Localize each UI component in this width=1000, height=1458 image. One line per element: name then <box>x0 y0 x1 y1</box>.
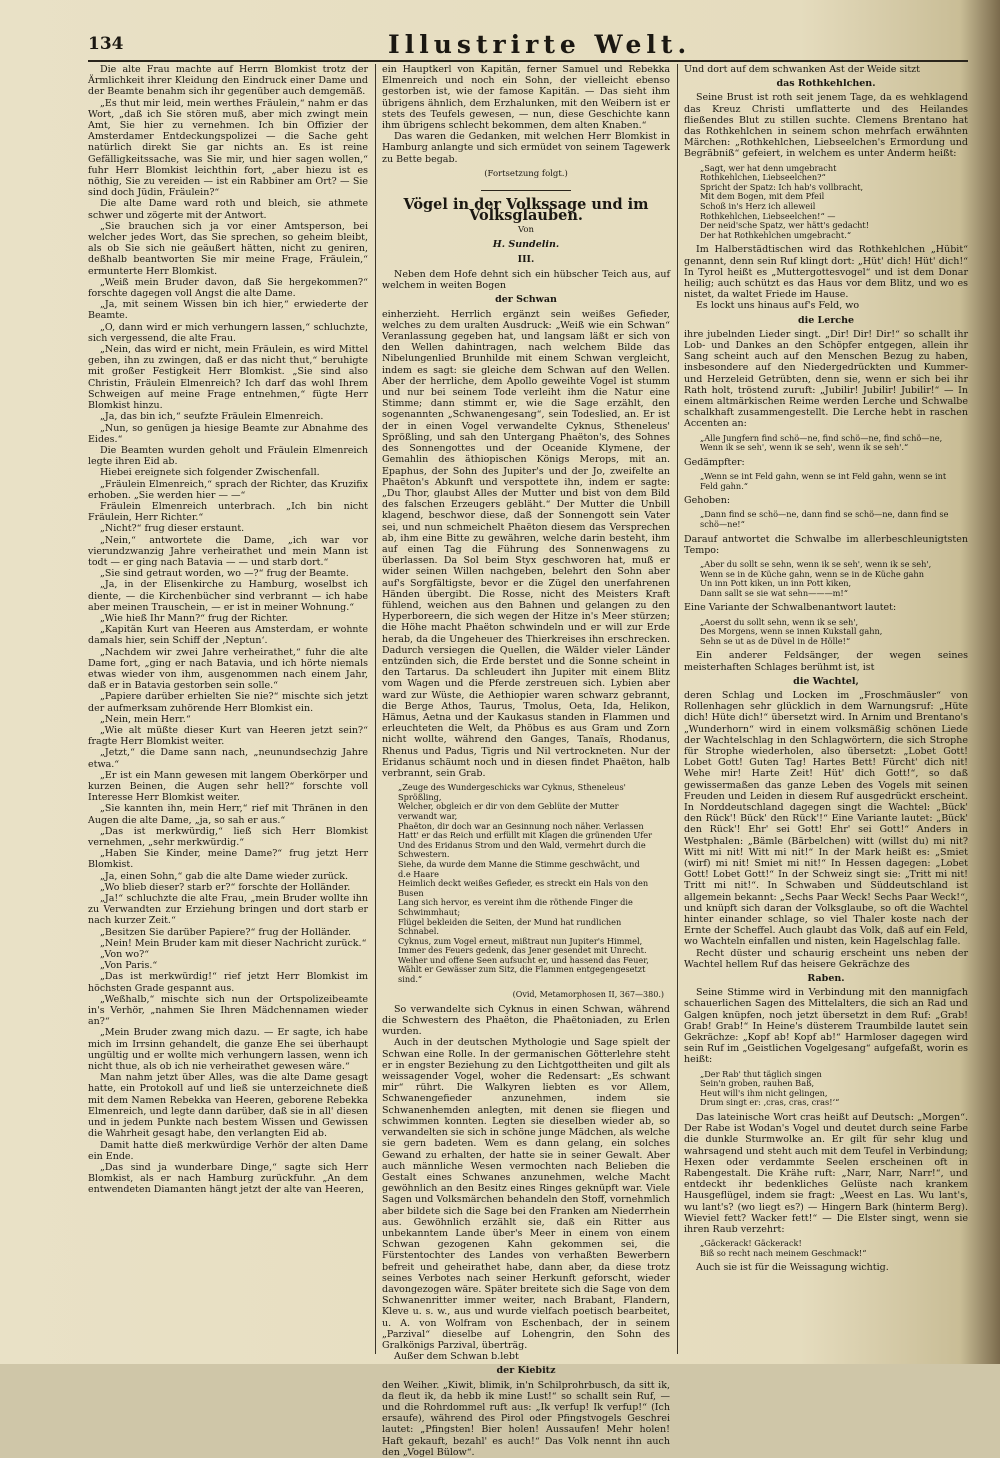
poem-line: Drum singt er: ‚cras, cras, cras!‘“ <box>700 1097 840 1108</box>
paragraph: deren Schlag und Locken im „Froschmäusler“ von Rollenhagen sehr glücklich in dem Warnungsruf: „Hüte dich! Hüte dich!“ übersetzt wird. In Arnim und Brentano's „Wunderhorn“ wird in einem volksmäßig schönen Liede der Wachtelschlag in den Schlagwörtern, die sich Strophe für Strophe wiederholen, also übersetzt: „Lobet Gott! Lobet Gott! Guten Tag! Hartes Bett! Fürcht' dich nit! Wehe mir! Harte Zeit! Hüt' dich Gott!“, so daß gewissermaßen das ganze Leben des Vogels mit seinen Freuden und Leiden in diesem Ruf ausgedrückt erscheint. In Norddeutschland dagegen singt die Wachtel: „Bück' den Rück'! Bück' den Rück'!“ Eine Variante lautet: „Bück' den Rück'! Ehr' sei Gott! Ehr' sei Gott!“ Anders in Westphalen: „Bämle (Bärbelchen) witt (willst du) mi nit? Witt mi nit! Witt mi nit!“ In der Mark heißt es: „Smiet (wirf) mi nit! Smiet mi nit!“ In Hessen dagegen: „Lobet Gott! Lobet Gott!“ In der Schweiz singt sie: „Tritt mi nit! Tritt mi nit!“. In Schwaben und Süddeutschland ist allgemein bekannt: „Sechs Paar Weck! Sechs Paar Weck!“, und knüpft sich daran der Volksglaube, so oft die Wachtel hinter einander schlage, so viel Thaler koste nach der Ernte der Scheffel. Auch glaubt das Volk, daß auf ein Feld, wo Wachteln einfallen und nisten, kein Hagelschlag falle. <box>684 689 968 948</box>
paragraph: Fräulein Elmenreich unterbrach. „Ich bin nicht Fräulein, Herr Richter.“ <box>88 500 368 524</box>
subheading-kiebitz: der Kiebitz <box>496 1365 556 1377</box>
paragraph: „Wie hieß Ihr Mann?“ frug der Richter. <box>100 612 289 624</box>
poem-line: Rothkehlchen, Liebseelchen!“ — <box>700 210 836 221</box>
paragraph: „Das sind ja wunderbare Dinge,“ sagte sich Herr Blomkist, als er nach Hamburg zurückfuhr. „An dem entwendeten Diamanten hängt jetzt der alte van Heeren, <box>88 1161 368 1196</box>
byline-von: Von <box>518 225 534 236</box>
poem-line: Immer des Feuers gedenk, das Jener gesendet mit Unrecht. <box>398 945 647 956</box>
paragraph: Hiebei ereignete sich folgender Zwischenfall. <box>100 467 320 479</box>
paragraph: „Es thut mir leid, mein werthes Fräulein,“ nahm er das Wort, „daß ich Sie stören muß, aber mich zwingt mein Amt, Sie hier zu vernehmen. Ich bin Offizier der Amsterdamer Entdeckungspolizei — die Sache geht natürlich direkt Sie gar nichts an. Es ist reine Gefälligkeitssache, was Sie mir, und hier sagen wollen,“ fuhr Herr Blomkist leichthin fort, „aber hiezu ist es nöthig, Sie zu vereiden — ist ein Rabbiner am Ort? — Sie sind doch Jüdin, Fräulein?“ <box>88 97 368 199</box>
poem-line: „Gäckerack! Gäckerack! <box>700 1238 802 1249</box>
poem-lerche-2: „Wenn se int Feld gahn, wenn se int Feld gahn, wenn se int Feld gahn.“ <box>700 471 947 491</box>
continuation-note: (Fortsetzung folgt.) <box>484 168 568 179</box>
paragraph: „Fräulein Elmenreich,“ sprach der Richter, das Kruzifix erhoben. „Sie werden hier — —“ <box>88 478 368 501</box>
poem-line: Sein'n groben, rauhen Baß, <box>700 1078 815 1089</box>
paragraph: „Nachdem wir zwei Jahre verheirathet,“ fuhr die alte Dame fort, „ging er nach Batavia, und ich hörte niemals etwas wieder von ihm, ausgenommen nach einem Jahr, daß er in Batavia gestorben sein solle.“ <box>88 646 368 692</box>
poem-line: Der neid'sche Spatz, wer hätt's gedacht! <box>700 220 870 231</box>
poem-line: Wenn se in de Küche gahn, wenn se in de Küche gahn <box>700 568 924 579</box>
poem-line: Mit dem Bogen, mit dem Pfeil <box>700 191 825 202</box>
poem-line: Un inn Pott kiken, un inn Pott kiken, <box>700 578 852 589</box>
paragraph: „Nun, so genügen ja hiesige Beamte zur Abnahme des Eides.“ <box>88 422 368 445</box>
poem-line: „Der Rab' thut täglich singen <box>700 1068 822 1079</box>
paragraph: „Weßhalb,“ mischte sich nun der Ortspolizeibeamte in's Verhör, „nahmen Sie Ihren Mädchennamen wieder an?“ <box>88 993 368 1028</box>
paragraph: Darauf antwortet die Schwalbe im allerbeschleunigtsten Tempo: <box>684 533 968 556</box>
poem-source: (Ovid, Metamorphosen II, 367—380.) <box>512 989 664 999</box>
poem-schwalbe-1 <box>700 560 952 598</box>
paragraph: Auch in der deutschen Mythologie und Sage spielt der Schwan eine Rolle. In der germanischen Götterlehre steht er in engster Beziehung zu den Lichtgottheiten und gilt als weissagender Vogel, woher die Redensart: „Es schwant mir“ rührt. Die Walkyren liebten es vor Allem, Schwanengefieder anzunehmen, indem sie Schwanenhemden anlegten, mit denen sie fliegen und schwimmen konnten. Legten sie dieselben wieder ab, so verwandelten sie sich in schöne junge Mädchen, als welche sie gern badeten. Wem es dann gelang, ein solches Gewand zu erhalten, der hatte sie in seiner Gewalt. Aber auch männliche Wesen vermochten nach Belieben die Gestalt eines Schwanes anzunehmen, welche Macht gewöhnlich an den Besitz eines Ringes geknüpft war. Viele Sagen und Volksmärchen behandeln den Stoff, vornehmlich aber bildete sich die Sage bei den Franken am Niederrhein aus. Gewöhnlich erzählt sie, daß ein Ritter aus unbekanntem Lande über's Meer in einem von einem Schwan gezogenen Kahn gekommen sei, die Fürstentochter des Landes von verhaßten Bewerbern befreit und geheirathet habe, dann aber, da diese trotz seines Verbotes nach seiner Herkunft geforscht, wieder davongezogen wäre. Später breitete sich die Sage von dem Schwanenritter immer weiter, nach Brabant, Flandern, Kleve u. s. w., aus und wurde vielfach poetisch bearbeitet, u. A. von Wolfram von Eschenbach, der in seinem „Parzival“ dieselbe auf Lohengrin, den Sohn des Gralkönigs Parzival, überträg. <box>382 1037 670 1351</box>
poem-line: Dann sallt se sie wat sehn———m!“ <box>700 587 848 598</box>
paragraph: Damit hatte dieß merkwürdige Verhör der alten Dame ein Ende. <box>88 1139 368 1162</box>
paragraph: „Nein,“ antwortete die Dame, „ich war vor vierundzwanzig Jahre verheirathet und mein Mann ist todt — er ging nach Batavia — — und starb dort.“ <box>88 534 368 568</box>
paragraph: „Papiere darüber erhielten Sie nie?“ mischte sich jetzt der aufmerksam zuhörende Herr Blomkist ein. <box>88 691 368 714</box>
paragraph: „Von Paris.“ <box>100 960 158 972</box>
paragraph: „Ja, mit seinem Wissen bin ich hier,“ erwiederte der Beamte. <box>88 299 368 322</box>
column-2 <box>382 64 670 1458</box>
poem-line: „Sagt, wer hat denn umgebracht <box>700 162 837 173</box>
paragraph: „Ja, das bin ich,“ seufzte Fräulein Elmenreich. <box>100 411 324 423</box>
paragraph: So verwandelte sich Cyknus in einen Schwan, während die Schwestern des Phaëton, die Phaëtoniaden, zu Erlen wurden. <box>382 1003 670 1038</box>
paragraph: einherzieht. Herrlich ergänzt sein weißes Gefieder, welches zu dem uralten Ausdruck: „Weiß wie ein Schwan“ Veranlassung gegeben hat, und langsam läßt er sich von den Wellen dahintragen, nach welchem Bilde das Nibelungenlied Brunhilde mit einem Schwan vergleicht, indem es sagt: sie gleiche dem Schwan auf den Wellen. Aber der herrliche, dem Apollo geweihte Vogel ist stumm und nur bei seinem Tode verleiht ihm die Natur eine Stimme; dann stimmt er, wie die Sage erzählt, den sogenannten „Schwanengesang“, sein Todeslied, an. Er ist der in einen Vogel verwandelte Cyknus, Stheneleus' Sprößling, und sah den Untergang Phaëton's, des Sohnes des Sonnengottes und der Oceanide Klymene, der Gemahlin des äthiopischen Königs Merops, mit an. Epaphus, der Sohn des Jupiter's und der Jo, zweifelte an Phaëton's Abkunft und verspottete ihn, indem er sagte: „Du Thor, glaubst Alles der Mutter und bist von dem Bild des falschen Erzeugers gebläht.“ Der Mutter die Unbill klagend, beschwor diese, daß der Sonnengott sein Vater sei, und nun schmeichelt Phaëton diesem das Versprechen ab, ihm eine Bitte zu gewähren, welche darin besteht, ihm auf einen Tag die Führung des Sonnenwagens zu überlassen. Da Sol beim Styx geschworen hat, muß er wider seinen Willen nachgeben, belehrt den Sohn aber auf's Sorgfältigste, bevor er die Zügel den unerfahrenen Händen übergibt. Die Rosse, nicht des Meisters Kraft fühlend, weichen aus den Bahnen und gelangen zu den Hyperboreern, die sich wegen der Hitze in's Meer stürzen; die Höhe macht Phaëton schwindeln und er will zur Erde herab, da die Ungeheuer des Thierkreises ihn erschrecken. Dadurch versiegen die Quellen, die Wälder vieler Länder entzünden sich, die Erde berstet und die Sonne scheint in den Tartarus. Da schleudert ihn Jupiter mit einem Blitz vom Wagen und die Pferde zerstreuen sich. Lybien aber ward zur Wüste, die Aethiopier waren schwarz gebrannt, die Berge Athos, Taurus, Tmolus, Oeta, Ida, Helikon, Hämus, Aetna und der Kaukasus standen in Flammen und erleuchteten die Welt, da Phöbus es aus Gram und Zorn nicht wollte, während den Ganges, Tanaïs, Rhodanus, Rhenus und Padus, Tigris und Nil vertrockneten. Nur der Eridanus schäumt noch und in diesen findet Phaëton, halb verbrannt, sein Grab. <box>382 308 670 779</box>
paragraph: Auch sie ist für die Weissagung wichtig. <box>696 1262 889 1274</box>
poem-line: Sehn se ut as de Düvel in de Hölle!“ <box>700 635 851 646</box>
article-author: H. Sundelin. <box>492 238 560 250</box>
poem-schwalbe-2 <box>700 618 952 647</box>
subheading-rothkehlchen: das Rothkehlchen. <box>776 78 876 90</box>
label-gedampft: Gedämpfter: <box>684 456 745 468</box>
poem-line: Wählt er Gewässer zum Sitz, die Flammen entgegengesetzt sind.“ <box>398 964 648 985</box>
paragraph: „Sie sind getraut worden, wo —?“ frug der Beamte. <box>100 568 349 580</box>
poem-line: Welcher, obgleich er dir von dem Geblüte der Mutter verwandt war, <box>398 801 622 821</box>
paragraph: Die alte Dame ward roth und bleich, sie athmete schwer und zögerte mit der Antwort. <box>88 198 368 221</box>
column-divider <box>677 64 678 1354</box>
paragraph: Recht düster und schaurig erscheint uns neben der Wachtel hellem Ruf das heisere Gekrächze des <box>684 947 968 970</box>
header-rule <box>88 60 968 62</box>
article-title: Vögel in der Volkssage und im Volksglauben. <box>403 196 649 225</box>
paragraph: Neben dem Hofe dehnt sich ein hübscher Teich aus, auf welchem in weiten Bogen <box>382 269 670 292</box>
paragraph: Seine Stimme wird in Verbindung mit den mannigfach schauerlichen Sagen des Mittelalters, die sich an Rad und Galgen knüpfen, noch jetzt übersetzt in dem Ruf: „Grab! Grab! Grab!“ In Heine's düsterem Traumbilde lautet sein Gekrächze: „Kopf ab! Kopf ab!“ Harmloser dagegen wird sein Ruf im „Geistlichen Vogelgesang“ aufgefaßt, worin es heißt: <box>684 987 968 1066</box>
poem-line: „Aber du sollt se sehn, wenn ik se seh', wenn ik se seh', <box>700 559 932 569</box>
paragraph: Das waren die Gedanken, mit welchen Herr Blomkist in Hamburg anlangte und sich ermüdet von seinem Tagewerk zu Bette begab. <box>382 131 670 165</box>
paragraph: „Mein Bruder zwang mich dazu. — Er sagte, ich habe mich im Irrsinn gehandelt, die ganze Ehe sei überhaupt ungültig und er wollte mich verhungern lassen, wenn ich nicht thue, als ob ich nie verheirathet gewesen wäre.“ <box>88 1027 368 1073</box>
paragraph: Im Halberstädtischen wird das Rothkehlchen „Hübit“ genannt, denn sein Ruf klingt dort: „Hüt' dich! Hüt' dich!“ In Tyrol heißt es „Muttergottesvogel“ und ist dem Donar heilig; auch schützt es das Haus vor dem Blitz, und wo es nistet, da waltet Friede im Hause. <box>684 244 968 301</box>
paragraph: „Sie brauchen sich ja vor einer Amtsperson, bei welcher jedes Wort, das Sie sprechen, so geheim bleibt, als ob Sie sich nie geäußert hätten, nicht zu geniren, deßhalb beantworten Sie mir meine Frage, Fräulein,“ ermunterte Herr Blomkist. <box>88 220 368 277</box>
paragraph: „Nicht?“ frug dieser erstaunt. <box>100 523 245 535</box>
column-divider <box>375 64 376 1354</box>
poem-line: Lang sich hervor, es vereint ihm die röthende Finger die Schwimmhaut; <box>398 897 636 917</box>
article-part: III. <box>517 253 535 265</box>
article-divider <box>481 190 571 191</box>
poem-line: Des Morgens, wenn se innen Kukstall gahn, <box>700 626 883 637</box>
masthead: Illustrirte Welt. <box>388 30 692 59</box>
paragraph: „Ja, einen Sohn,“ gab die alte Dame wieder zurück. <box>100 870 348 882</box>
paragraph: Ein anderer Feldsänger, der wegen seines meisterhaften Schlages berühmt ist, ist <box>684 650 968 673</box>
paragraph: Seine Brust ist roth seit jenem Tage, da es wehklagend das Kreuz Christi umflatterte und des Heilandes fließendes Blut zu stillen suchte. Clemens Brentano hat das Rothkehlchen in seinem schon mehrfach erwähnten Märchen: „Rothkehlchen, Liebseelchen's Ermordung und Begräbniß“ gefeiert, in welchem es unter Anderm heißt: <box>684 92 968 160</box>
paragraph: Außer dem Schwan b.lebt <box>394 1351 519 1363</box>
poem-line: Biß so recht nach meinem Geschmack!“ <box>700 1247 867 1258</box>
paragraph: „Das ist merkwürdig,“ ließ sich Herr Blomkist vernehmen, „sehr merkwürdig.“ <box>88 825 368 849</box>
poem-line: Flügel bekleiden die Seiten, der Mund hat rundlichen Schnabel. <box>398 916 624 937</box>
label-variante: Eine Variante der Schwalbenantwort lautet: <box>684 602 897 614</box>
page-number: 134 <box>88 34 124 54</box>
paragraph: „Er ist ein Mann gewesen mit langem Oberkörper und kurzen Beinen, die Augen sehr hell?“ forschte voll Interesse Herr Blomkist weiter. <box>88 769 368 804</box>
subheading-lerche: die Lerche <box>797 314 855 326</box>
subheading-schwan: der Schwan <box>495 294 557 306</box>
paragraph: „Von wo?“ <box>100 949 150 961</box>
poem-ovid <box>398 783 654 984</box>
paragraph: „Weiß mein Bruder davon, daß Sie hergekommen?“ forschte dagegen voll Angst die alte Dame. <box>88 276 368 300</box>
poem-line: Schoß in's Herz ich alleweil <box>700 201 816 211</box>
paragraph: „O, dann wird er mich verhungern lassen,“ schluchzte, sich vergessend, die alte Frau. <box>88 321 368 344</box>
paragraph: „Besitzen Sie darüber Papiere?“ frug der Holländer. <box>100 926 352 938</box>
label-gehoben: Gehoben: <box>684 495 731 507</box>
column-1 <box>88 64 368 1354</box>
subheading-wachtel: die Wachtel, <box>793 675 859 687</box>
poem-line: „Aoerst du sollt sehn, wenn ik se seh', <box>700 616 859 627</box>
poem-lerche-1: „Alle Jungfern find schö—ne, find schö—ne, find schö—ne, Wenn ik se seh', wenn ik se seh', wenn ik se seh'.“ <box>700 432 943 453</box>
paragraph: „Nein, das wird er nicht, mein Fräulein, es wird Mittel geben, ihn zu zwingen, daß er das nicht thut,“ beruhigte mit großer Festigkeit Herr Blomkist. „Sie sind also Christin, Fräulein Elmenreich? Ich darf das wohl Ihrem Schweigen auf meine Frage entnehmen,“ fügte Herr Blomkist hinzu. <box>88 344 368 412</box>
poem-line: Phaëton, dir doch war an Gesinnung noch näher. Verlassen <box>398 820 644 831</box>
paragraph: „Nein, mein Herr.“ <box>100 713 191 725</box>
poem-line: Rothkehlchen, Liebseelchen?“ <box>700 172 826 183</box>
paragraph: Und dort auf dem schwanken Ast der Weide sitzt <box>684 64 920 75</box>
column-3 <box>684 64 968 1354</box>
poem-line: Weiher und offene Seen aufsucht er, und hassend das Feuer, <box>398 954 649 965</box>
poem-rothkehlchen <box>700 164 952 241</box>
poem-line: Hatt' er das Reich und erfüllt mit Klagen die grünenden Ufer <box>398 830 653 841</box>
paragraph: Die alte Frau machte auf Herrn Blomkist trotz der Ärmlichkeit ihrer Kleidung den Eindruck einer Dame und der Beamte benahm sich ihr gegenüber auch demgemäß. <box>88 64 368 98</box>
poem-raben <box>700 1070 952 1108</box>
poem-line: „Zeuge des Wundergeschicks war Cyknus, Stheneleus' Sprößling, <box>398 782 629 802</box>
poem-line: Spricht der Spatz: Ich hab's vollbracht, <box>700 181 864 192</box>
poem-lerche-3: „Dann find se schö—ne, dann find se schö—ne, dann find se schö—ne!“ <box>700 509 949 529</box>
paragraph: Die Beamten wurden geholt und Fräulein Elmenreich legte ihren Eid ab. <box>88 444 368 468</box>
paragraph: „Ja!“ schluchzte die alte Frau, „mein Bruder wollte ihn zu Verwandten zur Erziehung bringen und dort starb er nach kurzer Zeit.“ <box>88 893 368 927</box>
poem-line: Siehe, da wurde dem Manne die Stimme geschwächt, und d.e Haare <box>398 858 643 879</box>
paragraph: „Sie kannten ihn, mein Herr,“ rief mit Thränen in den Augen die alte Dame, „ja, so sah er aus.“ <box>88 803 368 826</box>
poem-elster <box>700 1239 952 1258</box>
paragraph: ein Hauptkerl von Kapitän, ferner Samuel und Rebekka Elmenreich und noch ein Sohn, der vielleicht ebenso gestorben ist, wie der famose Kapitän. — Das sieht ihm übrigens ähnlich, dem Erzhalunken, mit den Weibern ist er stets des Teufels gewesen, — nun, diese Geschichte kann ihm übrigens schlecht bekommen, dem alten Knaben.“ <box>382 64 670 132</box>
paragraph: „Wie alt müßte dieser Kurt van Heeren jetzt sein?“ fragte Herr Blomkist weiter. <box>88 724 368 748</box>
paragraph: „Das ist merkwürdig!“ rief jetzt Herr Blomkist im höchsten Grade gespannt aus. <box>88 971 368 994</box>
paragraph: „Wo blieb dieser? starb er?“ forschte der Holländer. <box>100 881 351 893</box>
poem-line: Der hat Rothkehlchen umgebracht.“ <box>700 229 852 240</box>
paragraph: den Weiher. „Kiwit, blimik, in'n Schilprohrbusch, da sitt ik, da fleut ik, da hebb ik mine Lust!“ so schallt sein Ruf, — und die Rohrdommel ruft aus: „Ik verfup! Ik verfup!“ (Ich ersaufe), während des Pirol oder Pfingstvogels Geschrei lautet: „Pfingsten! Bier holen! Aussaufen! Mehr holen! Haft gekauft, bezahl' es auch!“ Das Volk nennt ihn auch den „Vogel Bülow“. <box>382 1379 670 1458</box>
paragraph: „Ja, in der Elisenkirche zu Hamburg, woselbst ich diente, — die Kirchenbücher sind verbrannt — ich habe aber meinen Trauschein, — er ist in meiner Wohnung.“ <box>88 579 368 613</box>
paragraph: ihre jubelnden Lieder singt. „Dir! Dir! Dir!“ so schallt ihr Lob- und Dankes an den Schöpfer entgegen, allein ihr Sang scheint auch auf den Menschen Bezug zu haben, insbesondere auf den Niedergedrückten und Kummer- und Herzeleid Getrübten, denn sie, wenn er sich bei ihr Rath holt, tröstend zuruft: „Jubilir! Jubilir! Jubilir!“ — In einem altmärkischen Reime werden Lerche und Schwalbe schalkhaft zusammengestellt. Die Lerche hebt in raschen Accenten an: <box>684 328 968 430</box>
page-header <box>88 30 968 60</box>
paragraph: Es lockt uns hinaus auf's Feld, wo <box>696 300 860 312</box>
paragraph: „Kapitän Kurt van Heeren aus Amsterdam, er wohnte damals hier, sein Schiff der ‚Neptun‘. <box>88 624 368 647</box>
subheading-raben: Raben. <box>807 973 845 985</box>
poem-line: Und des Eridanus Strom und den Wald, vermehrt durch die Schwestern. <box>398 839 649 860</box>
paragraph: Das lateinische Wort cras heißt auf Deutsch: „Morgen“. Der Rabe ist Wodan's Vogel und deutet durch seine Farbe die dunkle Sturmwolke an. Er gilt für sehr klug und wahrsagend und steht auch mit dem Teufel in Verbindung; Hexen oder verdammte Seelen erscheinen oft in Rabengestalt. Die Krähe ruft: „Narr, Narr, Narr!“, und entdeckt ihr bedenkliches Gelüste nach krankem Hausgeflügel, indem sie fragt: „Weest en Las. Wu lant's, wu lant's? (wo liegt es?) — Hingern Bark (hinterm Berg). Wieviel fett? Wacker fett!“ — Die Elster singt, wenn sie ihren Raub verzehrt: <box>684 1112 968 1236</box>
paragraph: „Haben Sie Kinder, meine Dame?“ frug jetzt Herr Blomkist. <box>88 848 368 871</box>
paragraph: „Nein! Mein Bruder kam mit dieser Nachricht zurück.“ <box>100 937 367 949</box>
poem-line: Heut will's ihm nicht gelingen, <box>700 1087 828 1098</box>
poem-line: Heimlich deckt weißes Gefieder, es streckt ein Hals von den Busen <box>398 878 651 898</box>
paragraph: „Jetzt,“ die Dame sann nach, „neunundsechzig Jahre etwa.“ <box>88 747 368 770</box>
paragraph: Man nahm jetzt über Alles, was die alte Dame gesagt hatte, ein Protokoll auf und ließ sie unterzeichnete dieß mit dem Namen Rebekka van Heeren, geborene Rebekka Elmenreich, und legte dann darüber, daß sie in all' diesen und in jedem Punkte nach bestem Wissen und Gewissen die Wahrheit gesagt habe, den verlangten Eid ab. <box>88 1072 368 1140</box>
poem-line: Cyknus, zum Vogel erneut, mißtraut nun Jupiter's Himmel, <box>398 935 643 946</box>
